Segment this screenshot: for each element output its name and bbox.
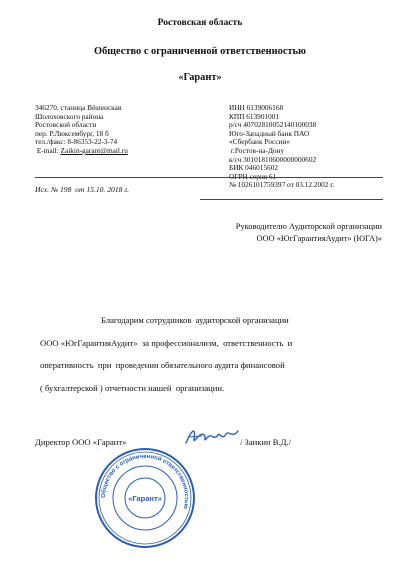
address-line: пер. Р.Люксембург, 18 б bbox=[35, 128, 109, 138]
address-line: Ростовской области bbox=[35, 120, 97, 130]
requisite-line: «Сбербанк России» bbox=[229, 137, 290, 147]
sender-address-block bbox=[35, 104, 128, 156]
body-paragraph-line: Благодарим сотрудников аудиторской организации bbox=[101, 315, 289, 325]
recipient-block bbox=[236, 221, 382, 245]
header-divider bbox=[35, 177, 383, 178]
email-line bbox=[35, 147, 128, 156]
requisite-line: р/сч 40702810052140100038 bbox=[229, 120, 317, 130]
signatory-title: Директор ООО «Гарант» bbox=[35, 437, 127, 447]
company-stamp bbox=[93, 446, 197, 550]
requisite-line: к/сч 30101810600000000602 bbox=[229, 154, 317, 164]
region-heading: Ростовская область bbox=[157, 17, 243, 28]
address-line: Шолоховского района bbox=[35, 111, 104, 121]
phone-line: тел./факс: 8-86353-22-3-74 bbox=[35, 137, 118, 147]
outgoing-reference: Исх. № 198 от 15.10. 2018 г. bbox=[35, 185, 130, 194]
letter-body bbox=[40, 315, 385, 405]
signatory-name: / Заикин В.Д./ bbox=[240, 437, 292, 447]
requisite-line: ИНН 6139006168 bbox=[229, 103, 284, 112]
body-paragraph-line: оперативность при проведении обязательного аудита финансовой bbox=[40, 360, 285, 370]
body-paragraph-line: ( бухгалтерской ) отчетности нашей организации. bbox=[40, 382, 225, 393]
requisite-line: БИК 046015602 bbox=[229, 163, 278, 173]
requisite-line: г.Ростов-на-Дону bbox=[229, 145, 285, 155]
recipient-line: ООО «ЮгГарантияАудит» (ЮГА)» bbox=[256, 234, 382, 243]
company-type-heading: Общество с ограниченной ответственностью bbox=[93, 46, 306, 57]
recipient-line: Руководителю Аудиторской организации bbox=[235, 222, 382, 231]
ref-divider bbox=[200, 199, 383, 200]
body-paragraph-line: ООО «ЮгГарантияАудит» за профессионализм, ответственность и bbox=[40, 337, 293, 348]
company-name-heading: «Гарант» bbox=[178, 72, 222, 83]
requisite-line: Юго-Западный банк ПАО bbox=[229, 128, 310, 138]
address-line: 346270, станица Вёшенская bbox=[35, 103, 122, 112]
stamp-center-text: «Гарант» bbox=[128, 494, 162, 503]
requisite-line: КПП 613901001 bbox=[229, 111, 280, 121]
requisite-line: ОГРН серия 61 bbox=[229, 171, 277, 181]
email-label: E-mail: bbox=[36, 145, 59, 155]
email-link[interactable]: Zaikin-garant@mail.ru bbox=[60, 145, 128, 155]
stamp-outer-text: Общество с ограниченной ответственностью bbox=[100, 453, 190, 510]
requisite-line: № 1026101759397 от 03.12.2002 г. bbox=[229, 180, 335, 190]
